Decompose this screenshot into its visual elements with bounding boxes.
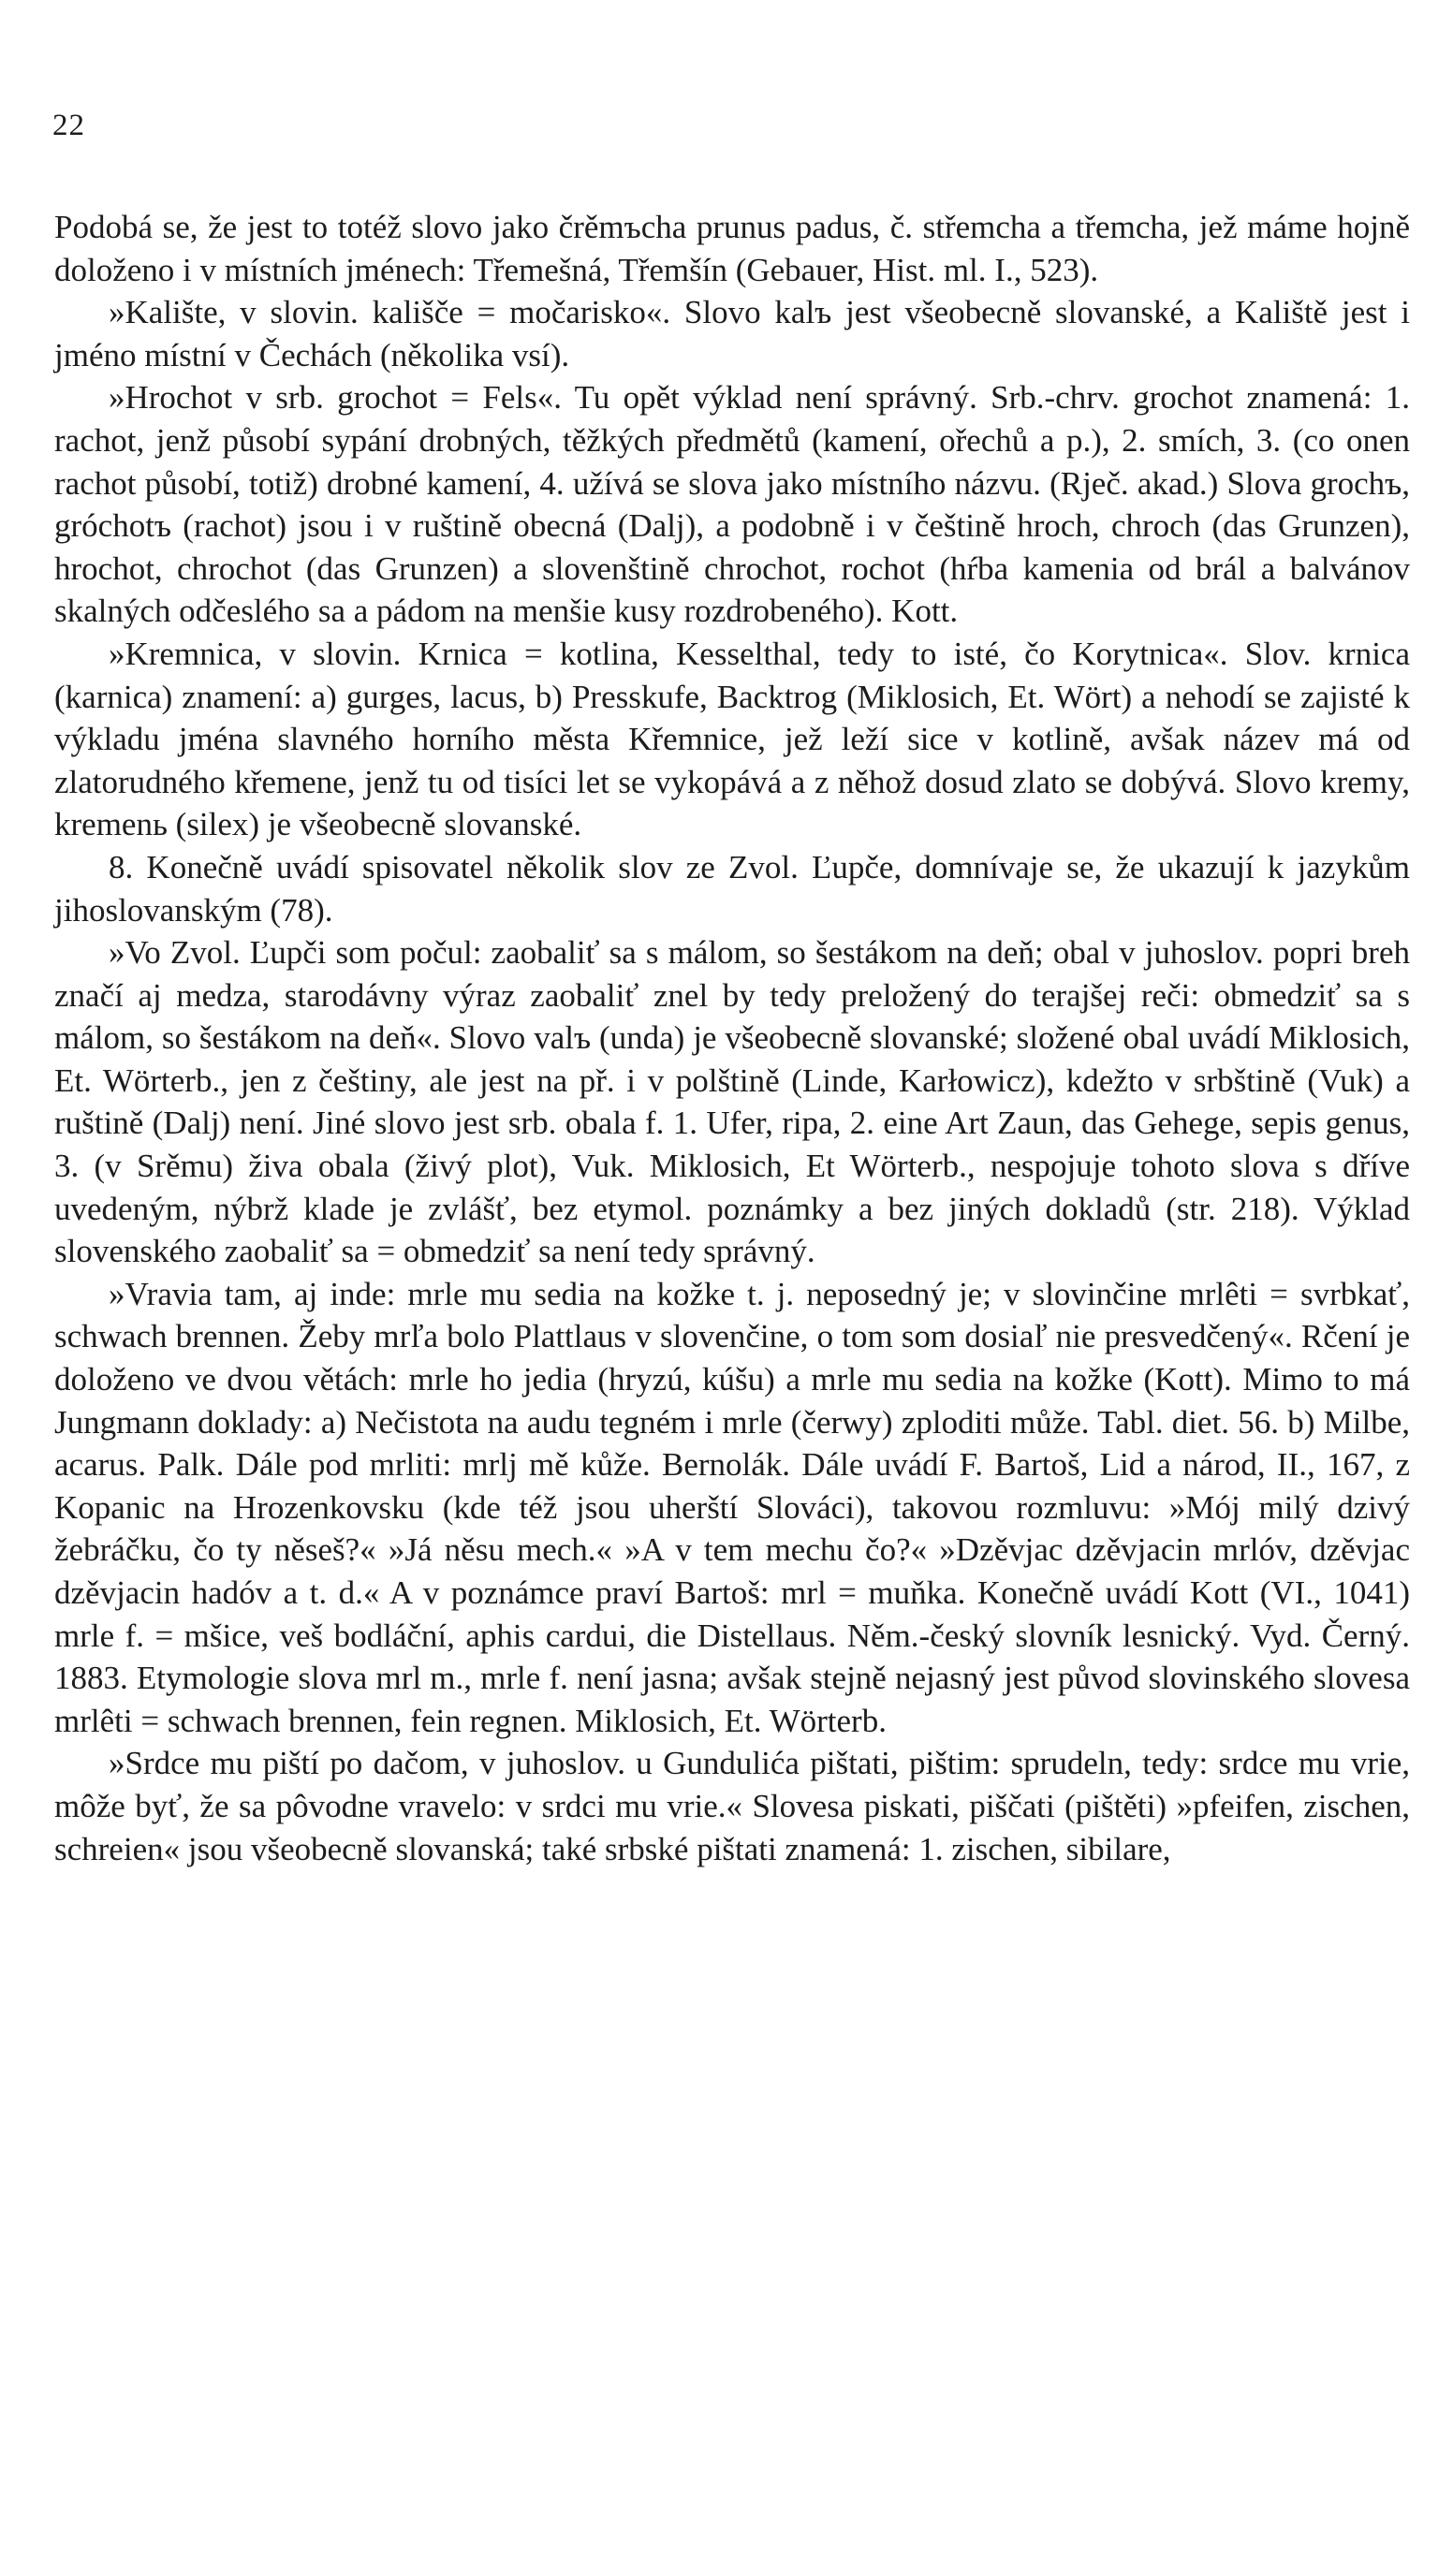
paragraph-zaobalit: »Vo Zvol. Ľupči som počul: zaobaliť sa s málom, so šestákom na deň; obal v juhoslov. popri breh značí aj medza, starodávny výraz zaobaliť znel by tedy preložený do terajšej reči: obmedziť sa s málom, so šestákom na deň«. Slovo valъ (unda) je všeobecně slovanské; složené obal uvádí Miklosich, Et. Wörterb., jen z češtiny, ale jest na př. i v polštině (Linde, Karłowicz), kdežto v srbštině (Vuk) a ruštině (Dalj) není. Jiné slovo jest srb. obala f. 1. Ufer, ripa, 2. eine Art Zaun, das Gehege, sepis genus, 3. (v Srěmu) živa obala (živý plot), Vuk. Miklosich, Et Wörterb., nespojuje tohoto slova s dříve uvedeným, nýbrž klade je zvlášť, bez etymol. poznámky a bez jiných dokladů (str. 218). Výklad slovenského zaobaliť sa = obmedziť sa není tedy správný.	[54, 934, 1410, 1270]
body-text	[54, 206, 1410, 1870]
paragraph-kremnica: »Kremnica, v slovin. Krnica = kotlina, Kesselthal, tedy to isté, čo Korytnica«. Slov. krnica (karnica) znamení: a) gurges, lacus, b) Presskufe, Backtrog (Miklosich, Et. Wört) a nehodí se zajisté k výkladu jména slavného horního města Křemnice, jež leží sice v kotlině, avšak název má od zlatorudného křemene, jenž tu od tisíci let se vykopává a z něhož dosud zlato se dobývá. Slovo kremy, kremenь (silex) je všeobecně slovanské.	[54, 635, 1410, 843]
paragraph-srdce-pisti: »Srdce mu piští po dačom, v juhoslov. u Gundulića pištati, pištim: sprudeln, tedy: srdce mu vrie, môže byť, že sa pôvodne vravelo: v srdci mu vrie.« Slovesa piskati, piščati (pištěti) »pfeifen, zischen, schreien« jsou všeobecně slovanská; také srbské pištati znamená: 1. zischen, sibilare,	[54, 1745, 1410, 1867]
paragraph-stremcha: Podobá se, že jest to totéž slovo jako črěmъcha prunus padus, č. střemcha a třemcha, jež máme hojně doloženo i v místních jménech: Třemešná, Třemšín (Gebauer, Hist. ml. I., 523).	[54, 209, 1410, 288]
paragraph-section-8: 8. Konečně uvádí spisovatel několik slov ze Zvol. Ľupče, domnívaje se, že ukazují k jazykům jihoslovanským (78).	[54, 848, 1410, 929]
page-number: 22	[52, 109, 85, 142]
paragraph-kaliste: »Kalište, v slovin. kališče = močarisko«. Slovo kalъ jest všeobecně slovanské, a Kaliště jest i jméno místní v Čechách (několika vsí).	[54, 294, 1410, 373]
paragraph-mrle: »Vravia tam, aj inde: mrle mu sedia na kožke t. j. neposedný je; v slovinčine mrlêti = svrbkať, schwach brennen. Žeby mrľa bolo Plattlaus v slovenčine, o tom som dosiaľ nie presvedčený«. Rčení je doloženo ve dvou větách: mrle ho jedia (hryzú, kúšu) a mrle mu sedia na kožke (Kott). Mimo to má Jungmann doklady: a) Nečistota na audu tegném i mrle (čerwy) zploditi může. Tabl. diet. 56. b) Milbe, acarus. Palk. Dále pod mrliti: mrlj mě kůže. Bernolák. Dále uvádí F. Bartoš, Lid a národ, II., 167, z Kopanic na Hrozenkovsku (kde též jsou uherští Slováci), takovou rozmluvu: »Mój milý dzivý žebráčku, čo ty něseš?« »Já něsu mech.« »A v tem mechu čo?« »Dzěvjac dzěvjacin mrlóv, dzěvjac dzěvjacin hadóv a t. d.« A v poznámce praví Bartoš: mrl = muňka. Konečně uvádí Kott (VI., 1041) mrle f. = mšice, veš bodláční, aphis cardui, die Distellaus. Něm.-český slovník lesnický. Vyd. Černý. 1883. Etymologie slova mrl m., mrle f. není jasna; avšak stejně nejasný jest původ slovinského slovesa mrlêti = schwach brennen, fein regnen. Miklosich, Et. Wörterb.	[54, 1275, 1410, 1739]
paragraph-hrochot: »Hrochot v srb. grochot = Fels«. Tu opět výklad není správný. Srb.-chrv. grochot znamená: 1. rachot, jenž působí sypání drobných, těžkých předmětů (kamení, ořechů a p.), 2. smích, 3. (co onen rachot působí, totiž) drobné kamení, 4. užívá se slova jako místního názvu. (Rječ. akad.) Slova grochъ, gróchotъ (rachot) jsou i v ruštině obecná (Dalj), a podobně i v češtině hroch, chroch (das Grunzen), hrochot, chrochot (das Grunzen) a slovenštině chrochot, rochot (hŕba kamenia od brál a balvánov skalných odčeslého sa a pádom na menšie kusy rozdrobeného). Kott.	[54, 379, 1410, 630]
